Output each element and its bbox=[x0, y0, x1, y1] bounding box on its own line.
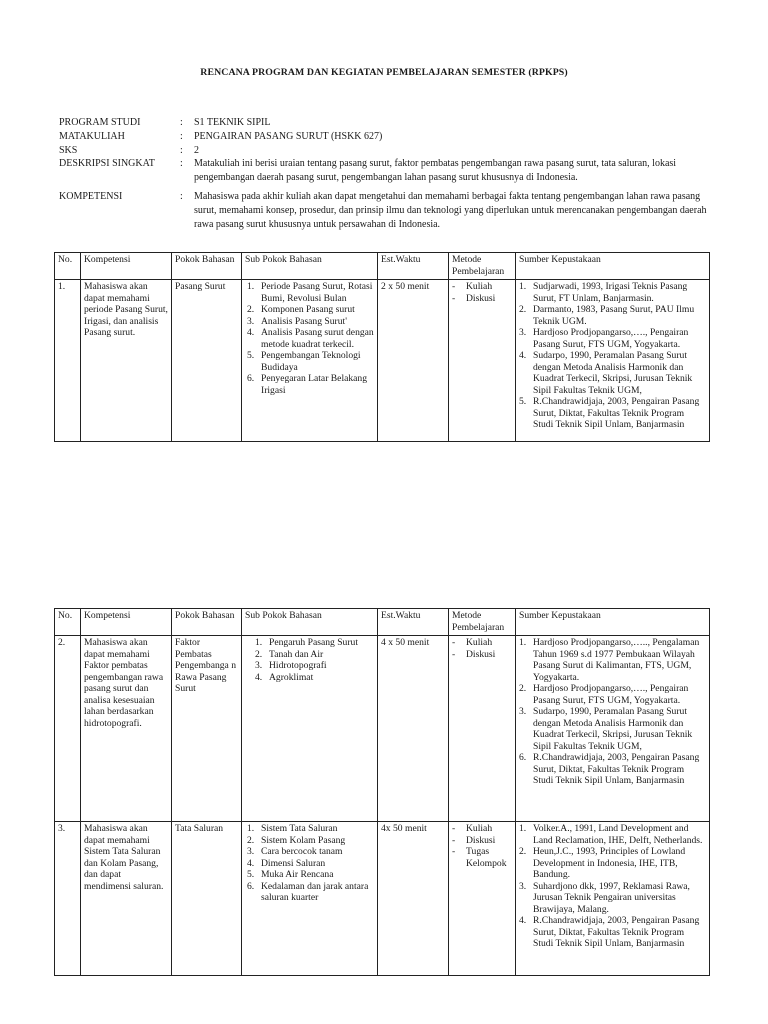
table-row bbox=[55, 280, 710, 442]
list-item: 2. Hardjoso Prodjopangarso,…., Pengairan Pasang Surut, FTS UGM, Yogyakarta. bbox=[519, 683, 689, 706]
list-item: 1. Volker.A., 1991, Land Development and Land Reclamation, IHE, Delft, Netherlands. bbox=[519, 823, 703, 846]
table-header-row bbox=[55, 609, 710, 636]
info-colon: : bbox=[180, 158, 183, 170]
list-item: 5. Muka Air Rencana bbox=[247, 869, 334, 880]
list-item: 4. Dimensi Saluran bbox=[247, 857, 326, 869]
list-item: 1. Hardjoso Prodjopangarso,….., Pengalaman Tahun 1969 s.d 1977 Pembukaan Wilayah Pasang Surut di Kalimantan, FTS, UGM, Yogyakarta. bbox=[519, 637, 700, 683]
info-row-sks bbox=[59, 144, 709, 158]
info-value: S1 TEKNIK SIPIL bbox=[194, 117, 271, 128]
table-row bbox=[55, 822, 710, 976]
cell-kompetensi: Mahasiswa akan dapat memahami periode Pasang Surut, Irigasi, dan analisis Pasang surut. bbox=[81, 280, 172, 442]
header-kompetensi: Kompetensi bbox=[81, 609, 172, 636]
info-row-kompetensi bbox=[59, 190, 709, 231]
header-no: No. bbox=[55, 609, 81, 636]
list-item: 2. Sistem Kolam Pasang bbox=[247, 834, 346, 846]
cell-sub-pokok-bahasan bbox=[242, 822, 378, 976]
list-item: 6. Kedalaman dan jarak antara saluran kuarter bbox=[247, 880, 369, 903]
cell-sumber bbox=[516, 280, 710, 442]
header-kompetensi: Kompetensi bbox=[81, 253, 172, 280]
list-item: 2. Tanah dan Air bbox=[255, 648, 324, 660]
cell-kompetensi: Mahasiswa akan dapat memahami Sistem Tata Saluran dan Kolam Pasang, dan dapat mendimensi saluran. bbox=[81, 822, 172, 976]
info-row-program-studi bbox=[59, 116, 709, 130]
header-sub-pokok-bahasan: Sub Pokok Bahasan bbox=[242, 253, 378, 280]
header-no: No. bbox=[55, 253, 81, 280]
cell-est-waktu: 2 x 50 menit bbox=[378, 280, 449, 442]
header-metode: Metode Pembelajaran bbox=[449, 609, 516, 636]
list-item: - Kuliah bbox=[452, 637, 493, 648]
cell-metode bbox=[449, 822, 516, 976]
cell-metode bbox=[449, 636, 516, 822]
info-label: PROGRAM STUDI bbox=[59, 117, 141, 128]
header-pokok-bahasan: Pokok Bahasan bbox=[172, 253, 242, 280]
table-header-row bbox=[55, 253, 710, 280]
info-value: 2 bbox=[194, 144, 199, 156]
header-est-waktu: Est.Waktu bbox=[378, 609, 449, 636]
info-colon: : bbox=[180, 144, 183, 156]
list-item: 5. Pengembangan Teknologi Budidaya bbox=[247, 350, 361, 373]
cell-metode bbox=[449, 280, 516, 442]
course-info bbox=[59, 116, 709, 235]
cell-sub-pokok-bahasan bbox=[242, 280, 378, 442]
list-item: 3. Suhardjono dkk, 1997, Reklamasi Rawa, Jurusan Teknik Pengairan universitas Brawijaya, Malang. bbox=[519, 880, 690, 915]
header-pokok-bahasan: Pokok Bahasan bbox=[172, 609, 242, 636]
cell-no: 3. bbox=[55, 822, 81, 976]
list-item: 1. Periode Pasang Surut, Rotasi Bumi, Revolusi Bulan bbox=[247, 281, 373, 304]
info-label: SKS bbox=[59, 144, 78, 156]
info-label: KOMPETENSI bbox=[59, 190, 123, 202]
list-item: 1. Pengaruh Pasang Surut bbox=[255, 637, 358, 648]
list-item: 4. Agroklimat bbox=[255, 671, 314, 683]
info-value: Mahasiswa pada akhir kuliah akan dapat mengetahui dan memahami berbagai fakta tentang pengembangan lahan rawa pasang surut, memahami konsep, prosedur, dan prinsip ilmu dan teknologi yang diperlukan untuk merencanakan pengembangan daerah rawa pasang surut khususnya untuk persawahan di Indonesia. bbox=[194, 190, 707, 230]
list-item: 4. Sudarpo, 1990, Peramalan Pasang Surut dengan Metoda Analisis Harmonik dan Kuadrat Terkecil, Skripsi, Jurusan Teknik Sipil Fakultas Teknik UGM, bbox=[519, 350, 693, 396]
list-item: 6. Penyegaran Latar Belakang Irigasi bbox=[247, 373, 368, 396]
rpkps-table-1 bbox=[54, 252, 710, 442]
info-colon: : bbox=[180, 190, 183, 202]
cell-sumber bbox=[516, 636, 710, 822]
list-item: 4. R.Chandrawidjaja, 2003, Pengairan Pasang Surut, Diktat, Fakultas Teknik Program Studi Teknik Sipil Unlam, Banjarmasin bbox=[519, 915, 700, 949]
header-est-waktu: Est.Waktu bbox=[378, 253, 449, 280]
rpkps-table-2 bbox=[54, 608, 710, 976]
info-row-matakuliah bbox=[59, 130, 709, 144]
list-item: 3. Hidrotopografi bbox=[255, 660, 327, 671]
cell-est-waktu: 4x 50 menit bbox=[378, 822, 449, 976]
cell-pokok-bahasan: Pasang Surut bbox=[172, 280, 242, 442]
header-sumber: Sumber Kepustakaan bbox=[516, 253, 710, 280]
list-item: - Kuliah bbox=[452, 823, 493, 834]
info-label: MATAKULIAH bbox=[59, 130, 125, 142]
cell-pokok-bahasan: Faktor Pembatas Pengembanga n Rawa Pasang Surut bbox=[172, 636, 242, 822]
info-value: Matakuliah ini berisi uraian tentang pasang surut, faktor pembatas pengembangan rawa pasang surut, tata saluran, lokasi pengembangan daerah pasang surut, pengembangan lahan pasang surut khususnya di Indonesia. bbox=[194, 158, 677, 184]
list-item: - Tugas Kelompok bbox=[452, 846, 507, 869]
list-item: 1. Sudjarwadi, 1993, Irigasi Teknis Pasang Surut, FT Unlam, Banjarmasin. bbox=[519, 281, 688, 304]
list-item: 1. Sistem Tata Saluran bbox=[247, 823, 338, 834]
list-item: 3. Hardjoso Prodjopangarso,…., Pengairan Pasang Surut, FTS UGM, Yogyakarta. bbox=[519, 327, 689, 350]
cell-sub-pokok-bahasan bbox=[242, 636, 378, 822]
list-item: 2. Komponen Pasang surut bbox=[247, 304, 355, 315]
cell-pokok-bahasan: Tata Saluran bbox=[172, 822, 242, 976]
list-item: 2. Heun,J.C., 1993, Principles of Lowland Development in Indonesia, IHE, ITB, Bandung. bbox=[519, 846, 686, 880]
list-item: 6. R.Chandrawidjaja, 2003, Pengairan Pasang Surut, Diktat, Fakultas Teknik Program Studi Teknik Sipil Unlam, Banjarmasin bbox=[519, 752, 700, 786]
list-item: - Diskusi bbox=[452, 834, 496, 846]
list-item: 2. Darmanto, 1983, Pasang Surut, PAU Ilmu Teknik UGM. bbox=[519, 304, 695, 327]
info-value: PENGAIRAN PASANG SURUT (HSKK 627) bbox=[194, 130, 383, 142]
list-item: 5. R.Chandrawidjaja, 2003, Pengairan Pasang Surut, Diktat, Fakultas Teknik Program Studi Teknik Sipil Unlam, Banjarmasin bbox=[519, 396, 700, 430]
table-row bbox=[55, 636, 710, 822]
list-item: 4. Analisis Pasang surut dengan metode kuadrat terkecil. bbox=[247, 327, 374, 350]
info-colon: : bbox=[180, 117, 183, 128]
cell-est-waktu: 4 x 50 menit bbox=[378, 636, 449, 822]
info-label: DESKRIPSI SINGKAT bbox=[59, 158, 155, 170]
list-item: 3. Sudarpo, 1990, Peramalan Pasang Surut dengan Metoda Analisis Harmonik dan Kuadrat Terkecil, Skripsi, Jurusan Teknik Sipil Fakultas Teknik UGM, bbox=[519, 706, 693, 752]
cell-no: 1. bbox=[55, 280, 81, 442]
list-item: 3. Cara bercocok tanam bbox=[247, 846, 343, 857]
list-item: - Diskusi bbox=[452, 648, 496, 660]
cell-kompetensi: Mahasiswa akan dapat memahami Faktor pembatas pengembangan rawa pasang surut dan analisa kesesuaian lahan berdasarkan hidrotopografi. bbox=[81, 636, 172, 822]
info-row-deskripsi bbox=[59, 157, 709, 185]
document-title: RENCANA PROGRAM DAN KEGIATAN PEMBELAJARAN SEMESTER (RPKPS) bbox=[200, 67, 568, 78]
info-colon: : bbox=[180, 130, 183, 142]
list-item: - Diskusi bbox=[452, 292, 496, 304]
header-sumber: Sumber Kepustakaan bbox=[516, 609, 710, 636]
cell-sumber bbox=[516, 822, 710, 976]
header-metode: Metode Pembelajaran bbox=[449, 253, 516, 280]
cell-no: 2. bbox=[55, 636, 81, 822]
list-item: - Kuliah bbox=[452, 281, 493, 292]
header-sub-pokok-bahasan: Sub Pokok Bahasan bbox=[242, 609, 378, 636]
list-item: 3. Analisis Pasang Surut' bbox=[247, 315, 347, 327]
